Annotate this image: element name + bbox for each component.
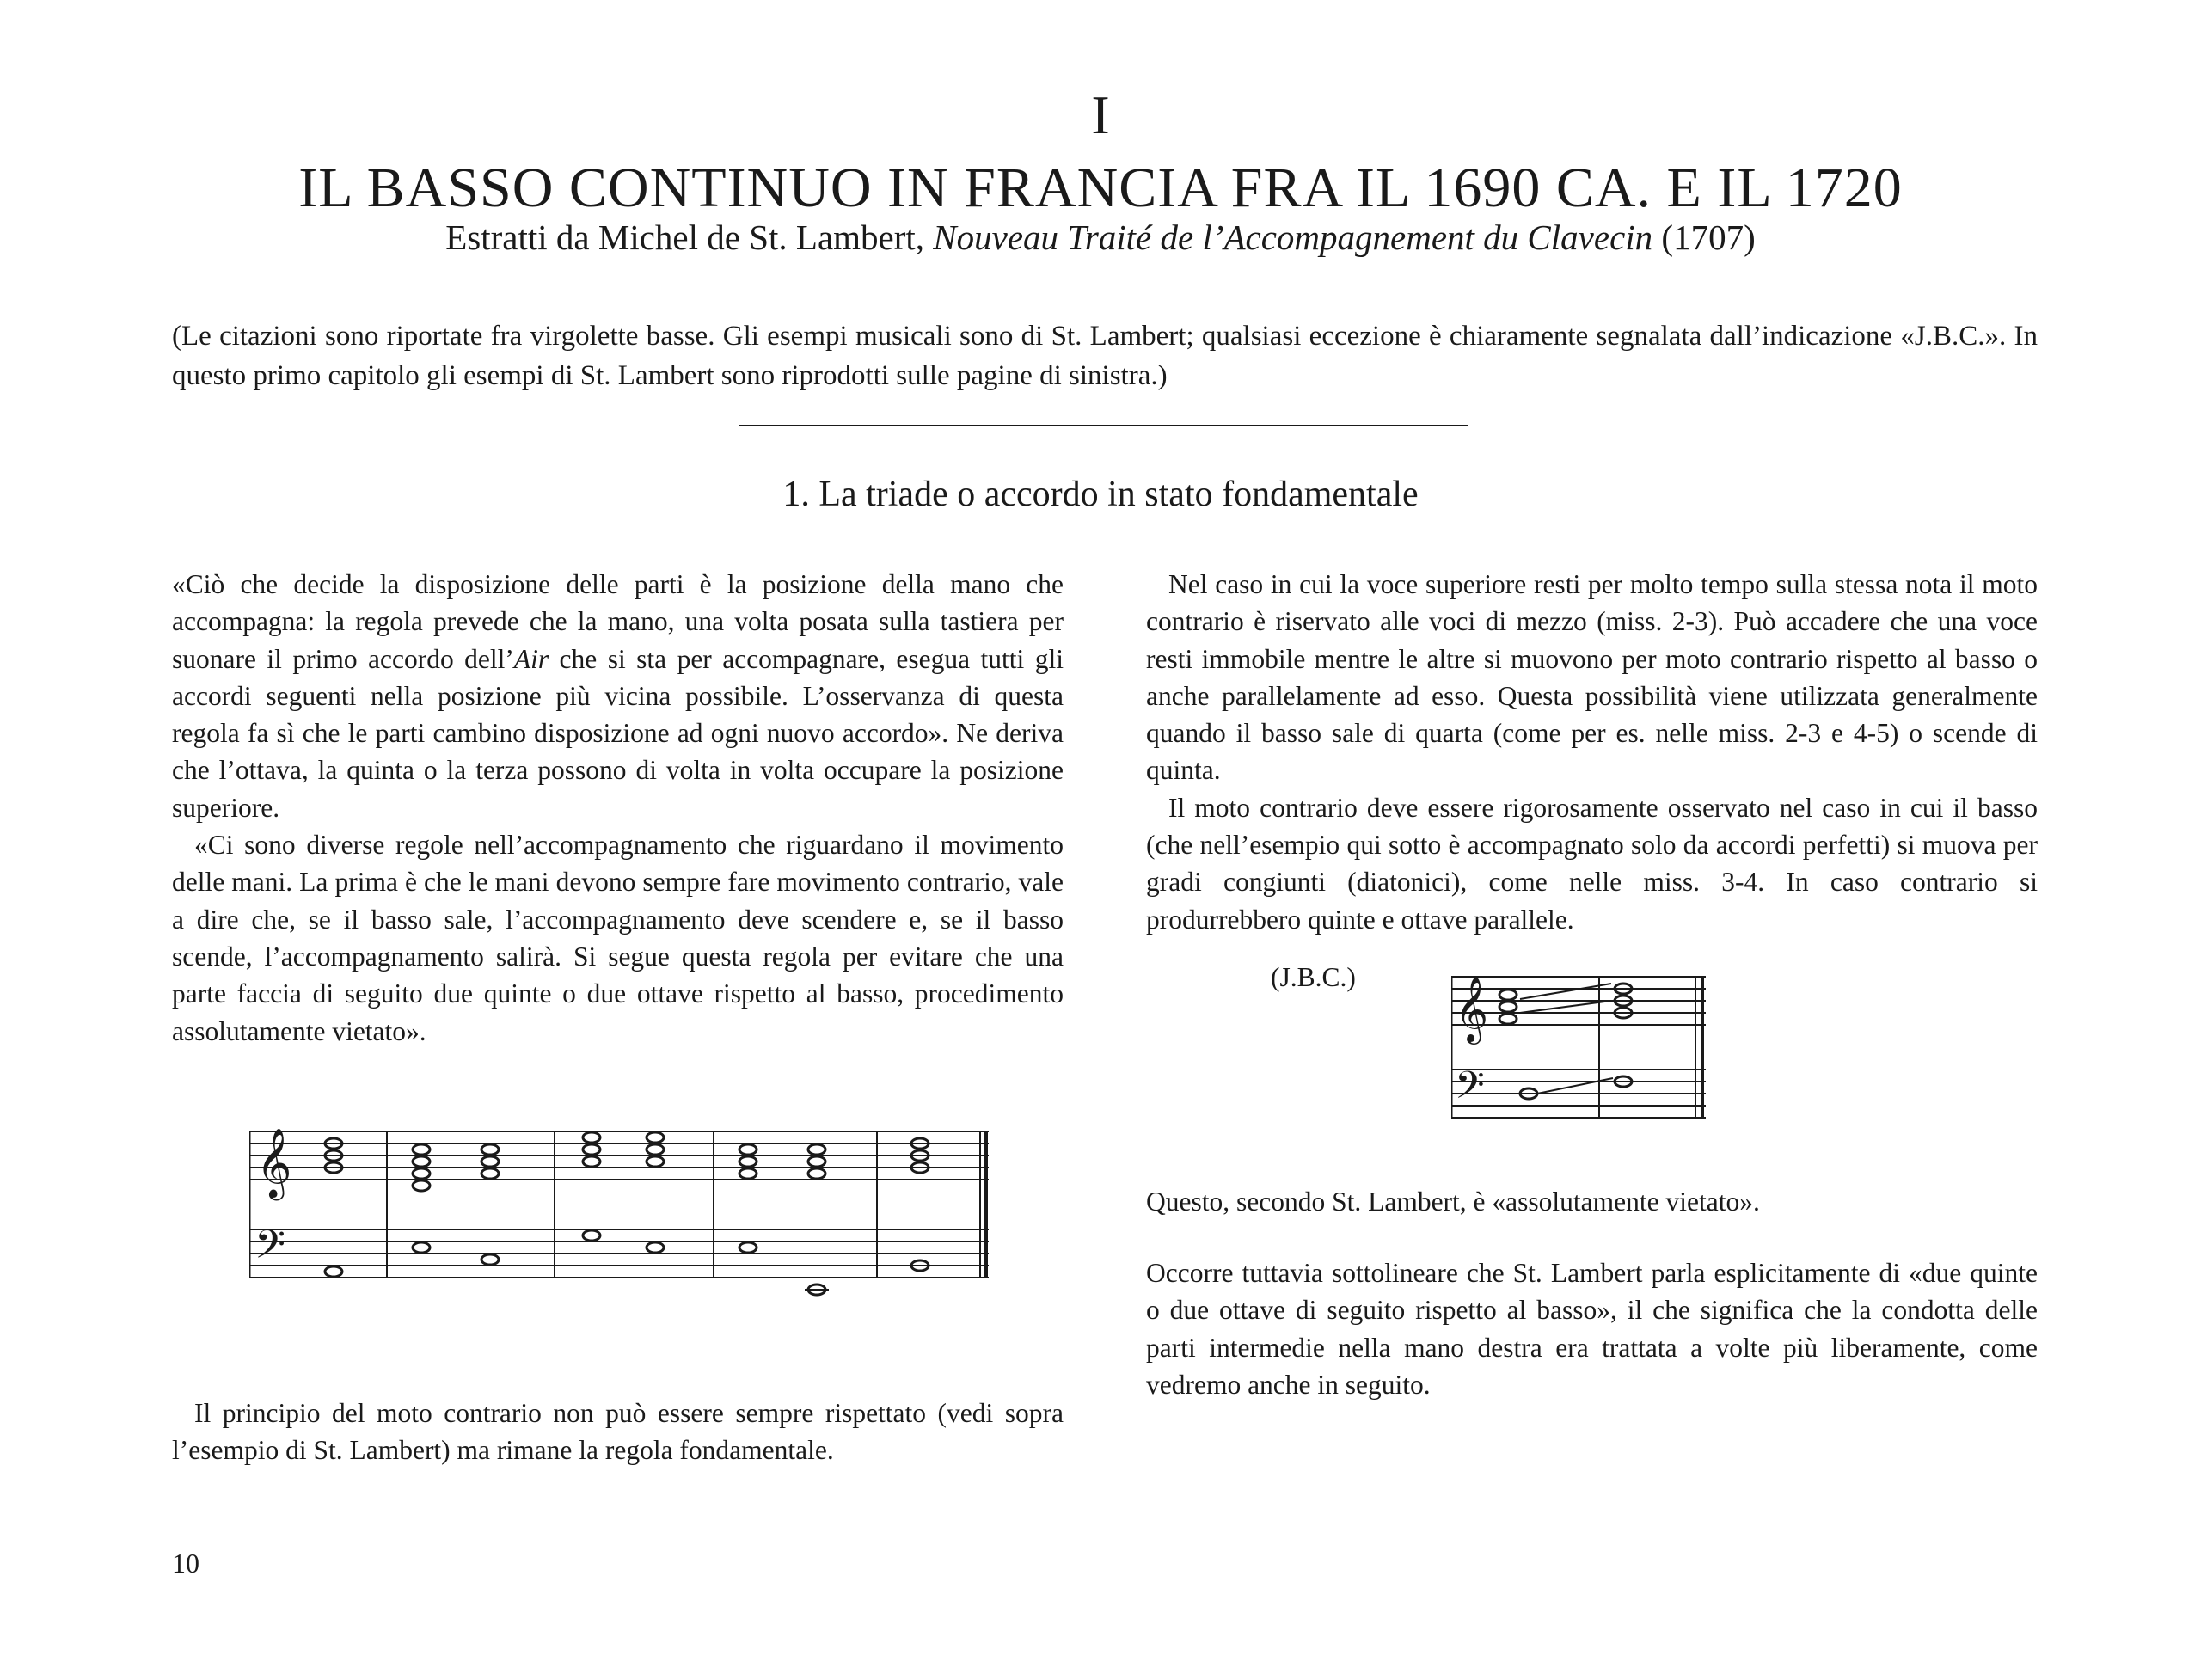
chapter-number: I (1091, 84, 1110, 145)
right-paragraph-2: Il moto contrario deve essere rigorosamente osservato nel caso in cui il basso (che nell’esempio qui sotto è accompagnato solo da accordi perfetti) si muova per gradi congiunti (diatonici), come nelle miss. 3-4. In caso contrario si produrrebbero quinte e ottave parallele. (1146, 792, 2038, 935)
intro-note: (Le citazioni sono riportate fra virgolette basse. Gli esempi musicali sono di St. Lambert; qualsiasi eccezione è chiaramente segnalata dall’indicazione «J.B.C.». In questo primo capitolo gli esempi di St. Lambert sono riprodotti sulle pagine di sinistra.) (172, 321, 2038, 391)
bass-clef-icon: 𝄢 (254, 1222, 286, 1278)
chapter-title: IL BASSO CONTINUO IN FRANCIA FRA IL 1690 CA. E IL 1720 (298, 156, 1903, 219)
treble-clef-icon: 𝄞 (1455, 976, 1489, 1042)
subtitle-year: (1707) (1652, 218, 1756, 257)
music-example-jbc (1451, 966, 1709, 1147)
music-example-st-lambert (249, 1118, 997, 1307)
left-paragraph-3: Il principio del moto contrario non può essere sempre rispettato (vedi sopra l’esempio di St. Lambert) ma rimane la regola fondamentale. (172, 1398, 1064, 1466)
subtitle-text: Estratti da Michel de St. Lambert, (445, 218, 934, 257)
left-column (172, 566, 1064, 1050)
right-paragraph-4: Occorre tuttavia sottolineare che St. Lambert parla esplicitamente di «due quinte o due ottave di seguito rispetto al basso», il che significa che la condotta delle parti intermedie nella mano destra era trattata a volte più liberamente, come vedremo anche in seguito. (1146, 1258, 2038, 1400)
section-title: 1. La triade o accordo in stato fondamentale (782, 475, 1419, 514)
chord-noteheads (325, 1132, 929, 1295)
right-paragraph-3: Questo, secondo St. Lambert, è «assolutamente vietato». (1146, 1186, 1760, 1217)
right-paragraph-1: Nel caso in cui la voce superiore resti per molto tempo sulla stessa nota il moto contrario è riservato alle voci di mezzo (miss. 2-3). Può accadere che una voce resti immobile mentre le altre si muovono per moto contrario rispetto al basso o anche parallelamente ad esso. Questa possibilità viene utilizzata generalmente quando il basso sale di quarta (come per es. nelle miss. 2-3 e 4-5) o scende di quinta. (1146, 569, 2038, 786)
left-paragraph-1 (172, 566, 1064, 826)
left-paragraph-2: «Ci sono diverse regole nell’accompagnamento che riguardano il movimento delle mani. La prima è che le mani devono sempre fare movimento contrario, vale a dire che, se il basso sale, l’accompagnamento deve scendere e, se il basso scende, l’accompagnamento salirà. Si segue questa regola per evitare che una parte faccia di seguito due quinte o due ottave rispetto al basso, procedimento assolutamente vietato». (172, 830, 1064, 1046)
treble-clef-icon: 𝄞 (256, 1127, 292, 1198)
bass-clef-icon: 𝄢 (1455, 1063, 1485, 1117)
page-number: 10 (172, 1548, 199, 1579)
left-p1-text: «Ciò che decide la disposizione delle parti è la posizione della mano che accompagna: la regola prevede che la mano, una volta posata sulla tastiera per suonare il primo accordo dell’ (172, 569, 1064, 674)
right-column (1146, 566, 2038, 938)
section-divider (739, 425, 1468, 426)
chapter-subtitle (0, 217, 2201, 259)
left-p1-text-continued: che si sta per accompagnare, esegua tutti gli accordi seguenti nella posizione più vicina possibile. L’osservanza di questa regola fa sì che le parti cambino disposizione ad ogni nuovo accordo». Ne deriva che l’ottava, la quinta o la terza possono di volta in volta occupare la posizione superiore. (172, 643, 1064, 823)
example-label: (J.B.C.) (1271, 962, 1356, 992)
treatise-title: Nouveau Traité de l’Accompagnement du Clavecin (933, 218, 1653, 257)
air-term: Air (513, 643, 549, 674)
